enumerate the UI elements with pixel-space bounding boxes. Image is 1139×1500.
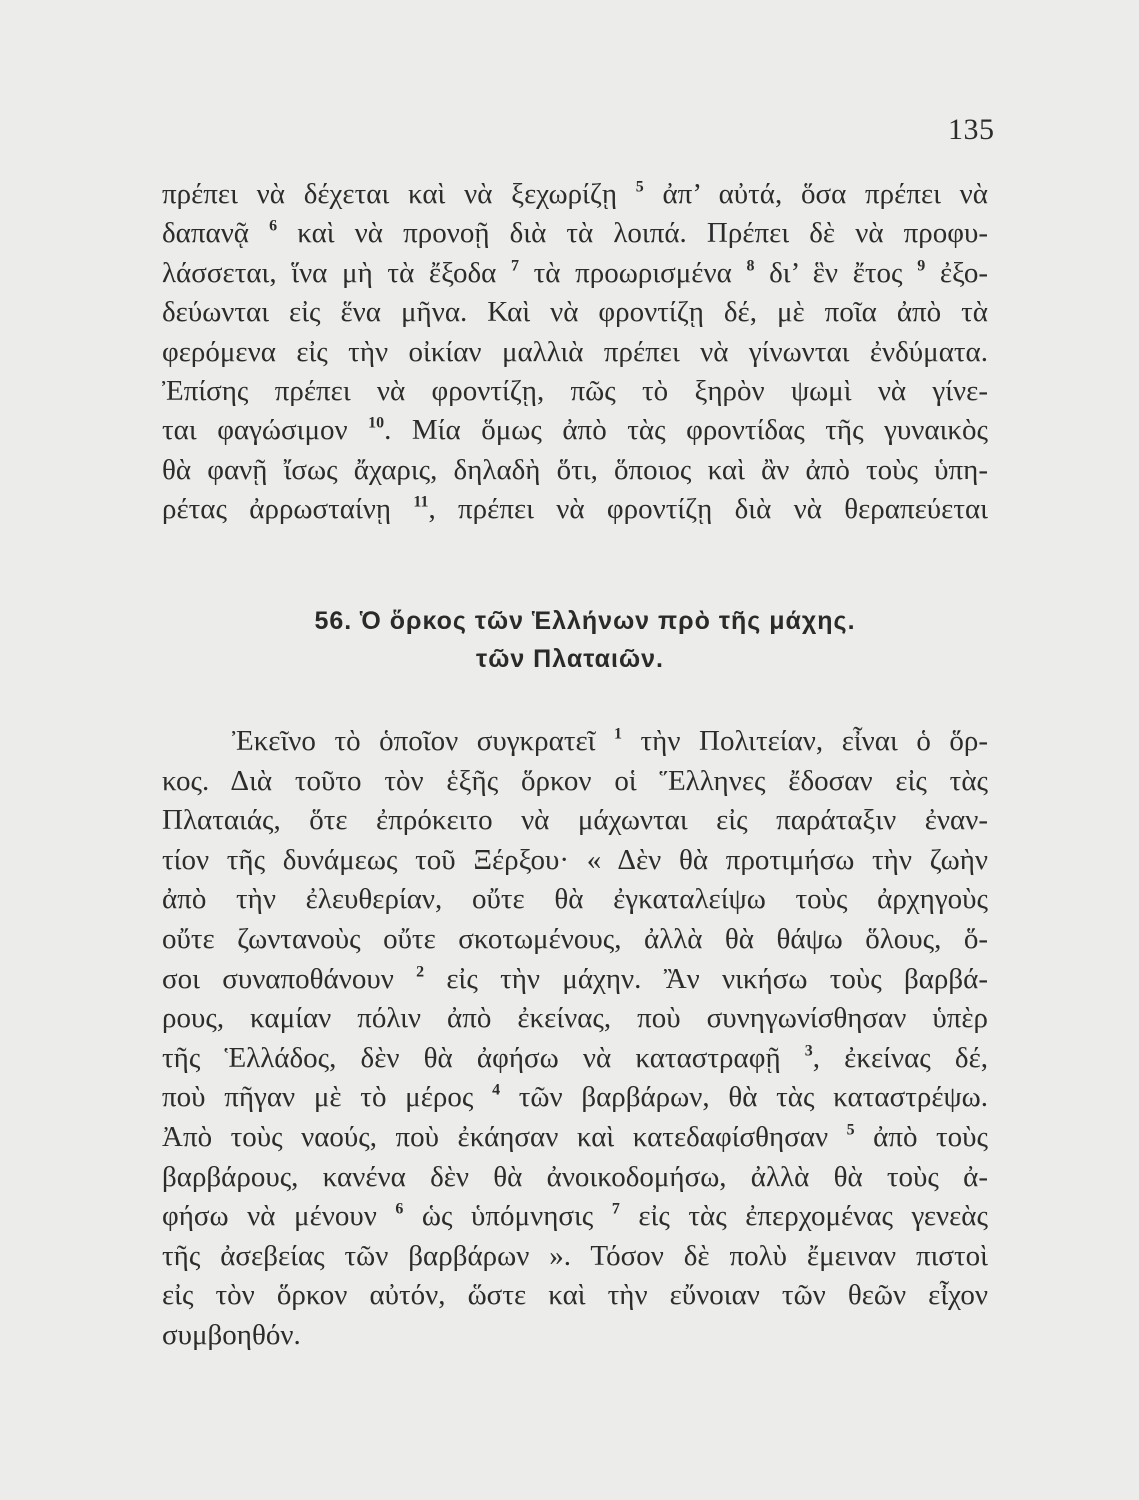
section-heading-line-1: 56. Ὁ ὅρκος τῶν Ἑλλήνων πρὸ τῆς μάχης. [314,607,856,635]
body-line [162,1158,988,1198]
line-text: πρέπει νὰ δέχεται καὶ νὰ ξεχωρίζῃ [162,178,636,210]
line-text: , ἐκείνας δέ, [812,1041,988,1074]
line-text: ποὺ πῆγαν μὲ τὸ μέρος [162,1081,493,1114]
body-line [162,1039,988,1079]
footnote-marker: 5 [635,178,644,196]
body-line [162,1118,988,1158]
line-text: εἰς τὸν ὅρκον αὐτόν, ὥστε καὶ τὴν εὔνοιαν τῶν θεῶν εἶχον [162,1279,988,1312]
body-line [162,214,988,253]
footnote-marker: 1 [614,725,622,743]
line-text: ἀπ’ αὐτά, ὅσα πρέπει νὰ [643,178,988,210]
line-text: θὰ φανῇ ἴσως ἄχαρις, δηλαδὴ ὅτι, ὅποιος καὶ ἂν ἀπὸ τοὺς ὑπη- [162,453,988,486]
body-line [162,1237,988,1277]
line-text: τίον τῆς δυνάμεως τοῦ Ξέρξου· « Δὲν θὰ προτιμήσω τὴν ζωὴν [162,843,988,876]
body-line [162,762,988,802]
line-text: δαπανᾷ [162,217,270,250]
paragraph-2 [162,722,988,1356]
body-line [162,1276,988,1316]
section-heading-line-2: τῶν Πλαταιῶν. [476,645,664,673]
section-heading [162,602,988,678]
body-line [162,841,988,881]
line-text: τὴν Πολιτείαν, εἶναι ὁ ὅρ- [621,725,989,757]
footnote-marker: 7 [611,1200,620,1218]
footnote-marker: 8 [746,257,755,275]
line-text: Ἀπὸ τοὺς ναούς, ποὺ ἐκάησαν καὶ κατεδαφίσθησαν [162,1120,847,1153]
line-text: δεύωνται εἰς ἕνα μῆνα. Καὶ νὰ φροντίζῃ δέ, μὲ ποῖα ἀπὸ τὰ [162,296,988,329]
body-line [162,1078,988,1118]
line-text: ται φαγώσιμον [162,414,369,447]
footnote-marker: 6 [269,217,278,235]
body-line [162,999,988,1039]
body-line [162,801,988,841]
line-text: τῆς Ἑλλάδος, δὲν θὰ ἀφήσω νὰ καταστραφῇ [162,1041,805,1074]
line-text: εἰς τὰς ἐπερχομένας γενεὰς [619,1200,988,1233]
line-text: εἰς τὴν μάχην. Ἂν νικήσω τοὺς βαρβά- [424,962,988,995]
footnote-marker: 10 [368,414,385,432]
line-text: τὰ προωρισμένα [518,256,747,289]
line-text: σοι συναποθάνουν [162,962,417,995]
line-text: οὔτε ζωντανοὺς οὔτε σκοτωμένους, ἀλλὰ θὰ θάψω ὅλους, ὅ- [162,922,988,955]
line-text: καὶ νὰ προνοῇ διὰ τὰ λοιπά. Πρέπει δὲ νὰ προφυ- [277,217,988,250]
body-line [162,490,988,529]
page-number: 135 [948,113,995,146]
body-line [162,293,988,332]
line-text: τῆς ἀσεβείας τῶν βαρβάρων ». Τόσον δὲ πολὺ ἔμειναν πιστοὶ [162,1239,988,1272]
line-text: κος. Διὰ τοῦτο τὸν ἑξῆς ὅρκον οἱ Ἕλληνες ἔδοσαν εἰς τὰς [162,764,988,797]
body-line [162,920,988,960]
body-line [162,880,988,920]
line-text: φήσω νὰ μένουν [162,1200,396,1233]
footnote-marker: 5 [846,1121,855,1139]
body-line [162,175,988,214]
line-text: δι’ ἓν ἔτος [754,256,918,289]
line-text: ρέτας ἀρρωσταίνῃ [162,493,414,526]
line-text: Ἐκεῖνο τὸ ὁποῖον συγκρατεῖ [232,725,615,757]
line-text: Πλαταιάς, ὅτε ἐπρόκειτο νὰ μάχωνται εἰς παράταξιν ἐναν- [162,804,988,837]
footnote-marker: 11 [413,493,429,511]
footnote-marker: 6 [395,1200,404,1218]
line-text: ρους, καμίαν πόλιν ἀπὸ ἐκείνας, ποὺ συνηγωνίσθησαν ὑπὲρ [162,1002,988,1035]
body-line [162,333,988,372]
footnote-marker: 3 [804,1042,813,1060]
body-line [162,1197,988,1237]
footnote-marker: 7 [511,257,519,275]
body-line [162,451,988,490]
line-text: Ἐπίσης πρέπει νὰ φροντίζῃ, πῶς τὸ ξηρὸν ψωμὶ νὰ γίνε- [162,374,988,407]
footnote-marker: 4 [492,1081,501,1099]
footnote-marker: 9 [917,257,926,275]
line-text: φερόμενα εἰς τὴν οἰκίαν μαλλιὰ πρέπει νὰ γίνωνται ἐνδύματα. [162,335,988,368]
line-text: ὡς ὑπόμνησις [403,1200,612,1233]
line-text: ἀπὸ τοὺς [854,1120,988,1153]
line-text: . Μία ὅμως ἀπὸ τὰς φροντίδας τῆς γυναικὸς [384,414,988,447]
line-text: ἐξο- [925,256,989,289]
line-text: λάσσεται, ἵνα μὴ τὰ ἔξοδα [162,256,511,289]
footnote-marker: 2 [416,963,425,981]
line-text: , πρέπει νὰ φροντίζῃ διὰ νὰ θεραπεύεται [428,493,988,526]
body-line [162,372,988,411]
line-text: ἀπὸ τὴν ἐλευθερίαν, οὔτε θὰ ἐγκαταλείψω τοὺς ἀρχηγοὺς [162,883,988,916]
line-text: βαρβάρους, κανένα δὲν θὰ ἀνοικοδομήσω, ἀλλὰ θὰ τοὺς ἀ- [162,1160,988,1193]
line-text: συμβοηθόν. [162,1318,301,1351]
body-line [162,411,988,450]
body-line [162,254,988,293]
body-line [162,722,988,762]
body-line [162,960,988,1000]
paragraph-1 [162,175,988,530]
body-line [162,1316,988,1356]
line-text: τῶν βαρβάρων, θὰ τὰς καταστρέψω. [500,1081,988,1114]
